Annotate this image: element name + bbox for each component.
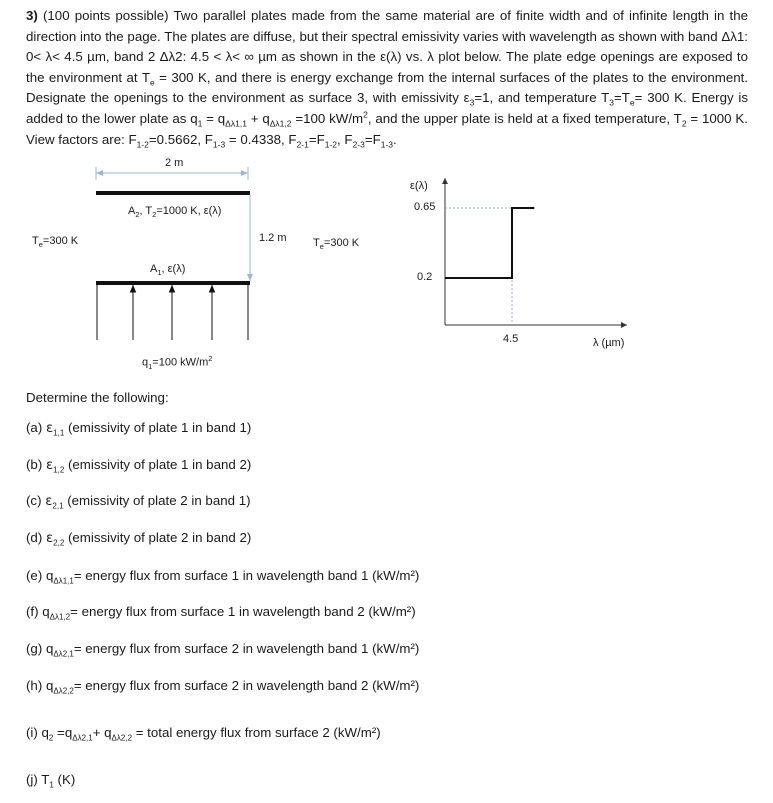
heat-input-arrows [97, 285, 248, 340]
question-b: (b) $\varepsilon_{1,2}$ (emissivity of plate 1 in band 2) [26, 457, 252, 475]
plate1-label: $A_1$, ε(λ) [150, 263, 186, 278]
question-e: (e) $q_{\Delta\lambda 1,1}=$ energy flux from surface 1 in wavelength band 1 (kW/m²) [26, 568, 420, 586]
question-h: (h) $q_{\Delta\lambda 2,2}=$ energy flux from surface 2 in wavelength band 2 (kW/m²) [26, 678, 420, 696]
emissivity-step-line [445, 208, 534, 278]
questions-header: Determine the following: [26, 390, 169, 405]
question-i: (i) $q_2 =q_{\Delta\lambda 2,1}+ q_{\Delta\lambda 2,2}$ = total energy flux from surface 2 (kW/m²) [26, 725, 381, 743]
question-g: (g) $q_{\Delta\lambda 2,1}=$ energy flux from surface 2 in wavelength band 1 (kW/m²) [26, 641, 420, 659]
lower-plate [96, 281, 250, 285]
xtick-45: 4.5 [503, 333, 519, 345]
chart-ylabel: ε(λ) [410, 180, 428, 192]
width-label: 2 m [165, 157, 184, 169]
gap-label: 1.2 m [259, 232, 287, 244]
env-left-label: $T_e=300$ K [32, 235, 79, 250]
q1-label: $q_1=100$ $kW/m^2$ [142, 354, 213, 371]
upper-plate [96, 191, 250, 195]
env-right-label: $T_e=300$ K [313, 237, 360, 252]
question-c: (c) $\varepsilon_{2,1}$ (emissivity of plate 2 in band 1) [26, 493, 251, 511]
question-f: (f) $q_{\Delta\lambda 1,2}=$ energy flux from surface 1 in wavelength band 2 (kW/m²) [26, 604, 416, 622]
problem-statement: 3) (100 points possible) Two parallel plates made from the same material are of finite width and of infinite length in the direction into the page. The plates are diffuse, but their spectral emissivity varies with wavelength as shown with band Δλ1: 0< λ< 4.5 µm, band 2 Δλ2: 4.5 < λ< ∞ µm as shown in the ε(λ) vs. λ plot below. The plate edge openings are exposed to the environment at $T_e = 300$ K, and there is energy exchange from the internal surfaces of the plates to the environment. Designate the openings to the environment as surface 3, with emissivity $\varepsilon_3=1$, and temperature $T_3=T_e= 300$ K. Energy is added to the lower plate as $q_1 = q_{\Delta\lambda 1,1} + q_{\Delta\lambda 1,2} =100$ $kW/m^2$, and the upper plate is held at a fixed temperature, $T_2 = 1000$ K. View factors are: $F_{1-2}=0.5662$, $F_{1-3} = 0.4338$, $F_{2-1}=F_{1-2}$, $F_{2-3}=F_{1-3}$. [26, 8, 749, 150]
ytick-02: 0.2 [417, 271, 433, 283]
ytick-065: 0.65 [414, 201, 436, 213]
chart-xlabel: λ (µm) [593, 337, 625, 349]
question-a: (a) $\varepsilon_{1,1}$ (emissivity of plate 1 in band 1) [26, 420, 252, 438]
problem-number: 3) [26, 8, 38, 23]
question-j: (j) $T_1$ (K) [26, 772, 76, 790]
emissivity-chart [442, 178, 627, 328]
question-d: (d) $\varepsilon_{2,2}$ (emissivity of plate 2 in band 2) [26, 530, 252, 548]
problem-points: (100 points possible) [42, 8, 169, 23]
plate2-label: $A_2$, $T_2=1000$ K, ε(λ) [128, 205, 222, 220]
